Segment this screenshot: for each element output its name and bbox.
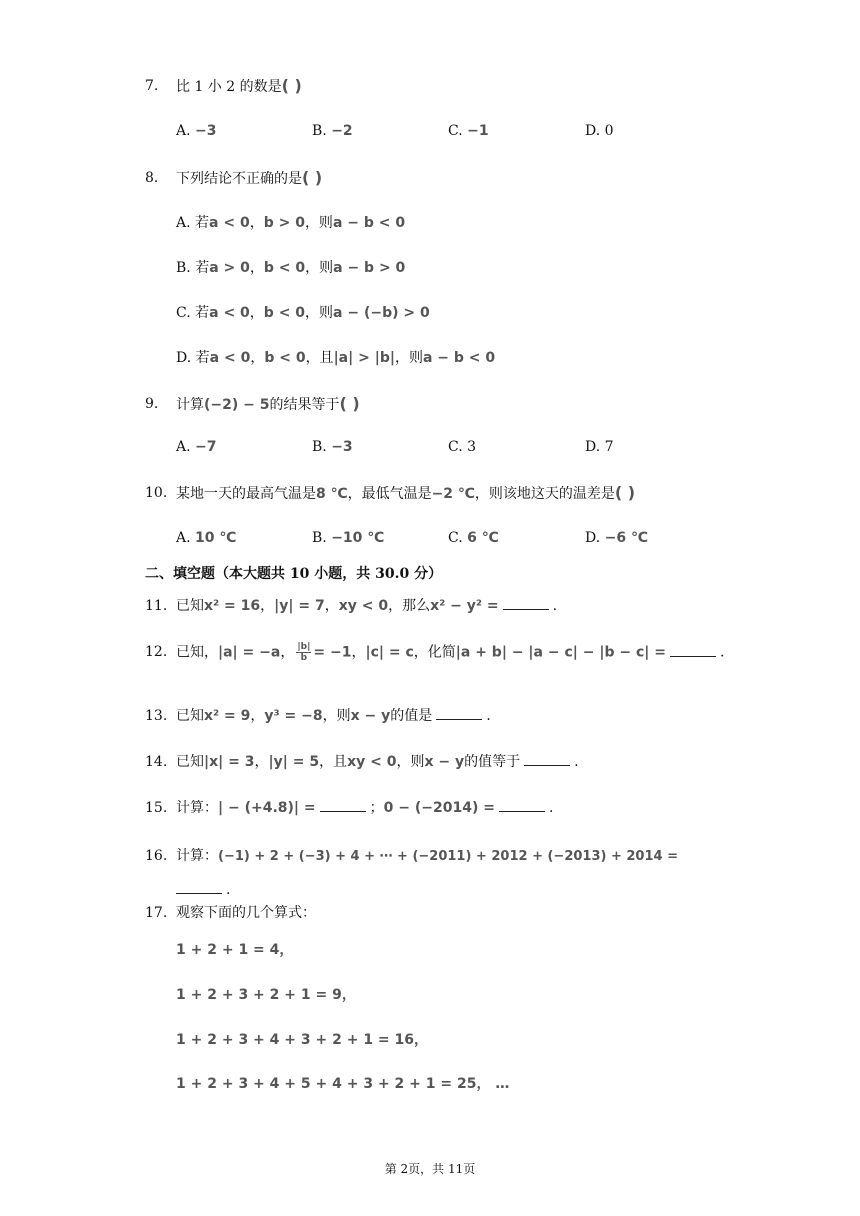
answer-blank[interactable] <box>320 799 366 812</box>
page-footer: 第 2页，共 11页 <box>384 1162 476 1176</box>
option-b: B. 若a > 0，b < 0，则a − b > 0 <box>176 260 406 276</box>
section-heading: 二、填空题（本大题共 10 小题，共 30.0 分） <box>145 566 443 582</box>
equation-2: 1 + 2 + 3 + 2 + 1 = 9， <box>176 987 356 1003</box>
option-d: D. 0 <box>585 123 614 139</box>
answer-blank[interactable] <box>436 707 482 720</box>
equation-1: 1 + 2 + 1 = 4， <box>176 942 294 958</box>
question-number: 7. <box>145 78 159 94</box>
option-c: C. 3 <box>448 439 477 455</box>
option-a: A. −7 <box>176 439 217 455</box>
option-d: D. 若a < 0，b < 0，且|a| > |b|，则a − b < 0 <box>176 350 496 366</box>
answer-blank[interactable] <box>503 597 549 610</box>
option-a: A. 若a < 0，b > 0，则a − b < 0 <box>176 215 406 231</box>
option-a: A. −3 <box>176 123 217 139</box>
answer-blank[interactable] <box>499 799 545 812</box>
equation-3: 1 + 2 + 3 + 4 + 3 + 2 + 1 = 16， <box>176 1032 429 1048</box>
option-d: D. −6 ℃ <box>585 530 648 546</box>
fraction: $\frac{|b|}{b}$ <box>297 642 311 663</box>
option-a: A. 10 ℃ <box>176 530 237 546</box>
option-c: C. −1 <box>448 123 489 139</box>
option-c: C. 6 ℃ <box>448 530 499 546</box>
option-c: C. 若a < 0，b < 0，则a − (−b) > 0 <box>176 305 430 321</box>
question-text: 比 1 小 2 的数是 <box>176 79 282 95</box>
answer-blank[interactable] <box>524 753 570 766</box>
answer-blank[interactable] <box>670 644 716 657</box>
option-b: B. −2 <box>312 123 353 139</box>
option-d: D. 7 <box>585 439 614 455</box>
answer-blank[interactable] <box>176 881 222 894</box>
equation-4: 1 + 2 + 3 + 4 + 5 + 4 + 3 + 2 + 1 = 25， … <box>176 1076 510 1092</box>
answer-parens: ( ) <box>281 76 302 95</box>
option-b: B. −3 <box>312 439 353 455</box>
option-b: B. −10 ℃ <box>312 530 385 546</box>
